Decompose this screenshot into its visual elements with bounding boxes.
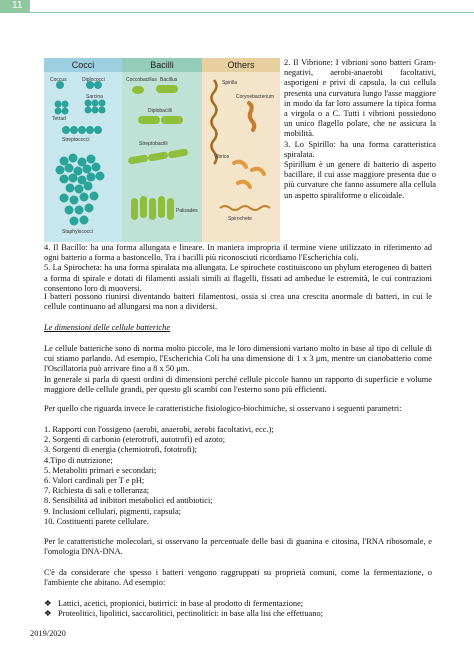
body-section-1 bbox=[44, 243, 432, 294]
bullet-item bbox=[44, 609, 432, 619]
paragraph-dimensioni: Le cellule batteriche sono di norma molto piccole, ma le loro dimensioni variano molto in base al tipo di cellule di cui stiamo parlando. Ad esempio, l'Escherichia Coli ha una dimensione di 1 x 3 μm, mentre un cianobatterio come l'Oscillatoria può arrivare fino a 8 x 50 μm. bbox=[44, 344, 432, 374]
label-staphylococci: Staphylococci bbox=[62, 229, 93, 235]
footer-year: 2019/2020 bbox=[30, 629, 66, 638]
paragraph-molecolari: Per le caratteristiche molecolari, si osservano la percentuale delle basi di guanina e citosina, l'RNA ribosomale, e l'omologia DNA-DNA. bbox=[44, 537, 432, 557]
right-column-text bbox=[284, 58, 436, 201]
label-spirilla: Spirilla bbox=[222, 80, 238, 86]
list-item: 7. Richiesta di sali e tolleranza; bbox=[44, 486, 150, 496]
bacilli-header: Bacilli bbox=[122, 58, 202, 72]
list-item: 2. Sorgenti di carbonio (eterotrofi, autotrofi) ed azoto; bbox=[44, 435, 226, 445]
others-header: Others bbox=[202, 58, 280, 72]
list-item: 6. Valori cardinali per T e pH; bbox=[44, 476, 145, 486]
label-streptococci: Streptococci bbox=[62, 137, 90, 143]
label-coccobacillus: Coccobacillus bbox=[126, 77, 157, 83]
bullet-text: Lattici, acetici, propionici, butirrici: in base al prodotto di fermentazione; bbox=[58, 599, 304, 608]
cocci-header: Cocci bbox=[44, 58, 122, 72]
list-item: 1. Rapporti con l'ossigeno (aerobi, anaerobi, aerobi facoltativi, ecc.); bbox=[44, 425, 274, 434]
label-diplococci: Diplococci bbox=[82, 77, 105, 83]
heading-text: Le dimensioni delle cellule batteriche bbox=[44, 323, 171, 332]
section-heading-dimensioni bbox=[44, 323, 432, 333]
paragraph-spirocheta: 5. La Spirocheta: ha una forma spiralata ma allungata. Le spirochete costituiscono un phylum eterogeneo di batteri a forma di spirale e dotati di filamenti assiali simili ai flagelli, fissati ad ambedue le estremità, le cui contrazioni consentono loro di muoversi. bbox=[44, 263, 432, 293]
parameters-list bbox=[44, 425, 432, 527]
label-spirochete: Spirochete bbox=[228, 216, 252, 222]
paragraph-filamentosi: I batteri possono riunirsi diventando batteri filamentosi, ossia si crea una crescita anormale di batteri, in cui le cellule continuano ad allungarsi ma non a dividersi. bbox=[44, 292, 432, 312]
paragraph-spirillum: Spirillum è un genere di batterio di aspetto bacillare, il cui asse maggiore presenta due o più curvature che fanno assumere alla cellula un aspetto spiraliforme o elicoidale. bbox=[284, 160, 436, 200]
bacteria-illustration bbox=[44, 58, 280, 242]
body-section-dimensioni bbox=[44, 344, 432, 395]
paragraph-vibrione: 2. Il Vibrione: I vibrioni sono batteri Gram-negativi, aerobi-anaerobi facoltativi, asporigeni e privi di capsula, la cui cellula presenta una curvatura lungo l'asse maggiore in modo da far loro assumere la tipica forma a virgola o a C. Tutti i vibrioni possiedono un unico flagello polare, che ne assicura la mobilità. bbox=[284, 58, 436, 139]
bacteria-shapes-figure bbox=[44, 58, 280, 242]
label-sarcina: Sarcina bbox=[86, 94, 103, 100]
bullet-text: Proteolitici, lipolitici, saccarolitici, pectinolitici: in base alla lisi che effettuano; bbox=[58, 609, 323, 619]
header-rule bbox=[30, 12, 474, 13]
diamond-bullet-icon: ❖ bbox=[44, 599, 52, 608]
diamond-bullet-icon: ❖ bbox=[44, 609, 52, 619]
list-item: 4.Tipo di nutrizione; bbox=[44, 455, 113, 465]
paragraph-fisiologico: Per quello che riguarda invece le caratteristiche fisiologico-biochimiche, si osservano i seguenti parametri: bbox=[44, 404, 402, 413]
list-item: 8. Sensibilità ad inibitori metabolici ed antibiotici; bbox=[44, 496, 213, 506]
paragraph-bacillo: 4. Il Bacillo: ha una forma allungata e lineare. In maniera impropria il termine viene utilizzato in riferimento ad ogni batterio a forma a bastoncello. Tra i bacilli più riconosciuti ricordiamo l'Escherichia coli. bbox=[44, 243, 432, 263]
label-streptobacilli: Streptobacilli bbox=[139, 141, 168, 147]
list-item: 3. Sorgenti di energia (chemiotrofi, fototrofi); bbox=[44, 445, 197, 455]
list-item: 10. Costituenti parete cellulare. bbox=[44, 516, 149, 526]
paragraph-ordini: In generale si parla di questi ordini di dimensioni perché cellule piccole hanno un rapporto di superficie e volume maggiore delle cellule grandi, per questo gli scambi con l'esterno sono più efficienti. bbox=[44, 374, 432, 394]
list-item: 9. Inclusioni cellulari, pigmenti, capsula; bbox=[44, 506, 181, 516]
label-bacillus: Bacillus bbox=[160, 77, 178, 83]
bullet-list bbox=[44, 599, 432, 619]
label-tetrad: Tetrad bbox=[52, 116, 66, 122]
label-palisades: Palisades bbox=[176, 208, 198, 214]
paragraph-raggruppati: C'è da considerare che spesso i batteri vengono raggruppati su proprietà comuni, come la fermentazione, o l'ambiente che abitano. Ad esempio: bbox=[44, 568, 432, 588]
page-number: 11 bbox=[12, 0, 23, 11]
list-item: 5. Metaboliti primari e secondari; bbox=[44, 465, 157, 475]
label-coccus: Coccus bbox=[50, 77, 67, 83]
label-corynebacterium: Corynebacterium bbox=[236, 94, 275, 100]
label-vibrios: Vibrios bbox=[214, 154, 230, 160]
label-diplobacilli: Diplobacilli bbox=[148, 108, 172, 114]
paragraph-spirillo: 3. Lo Spirillo: ha una forma caratteristica spiralata. bbox=[284, 139, 436, 159]
bullet-item bbox=[44, 599, 432, 609]
